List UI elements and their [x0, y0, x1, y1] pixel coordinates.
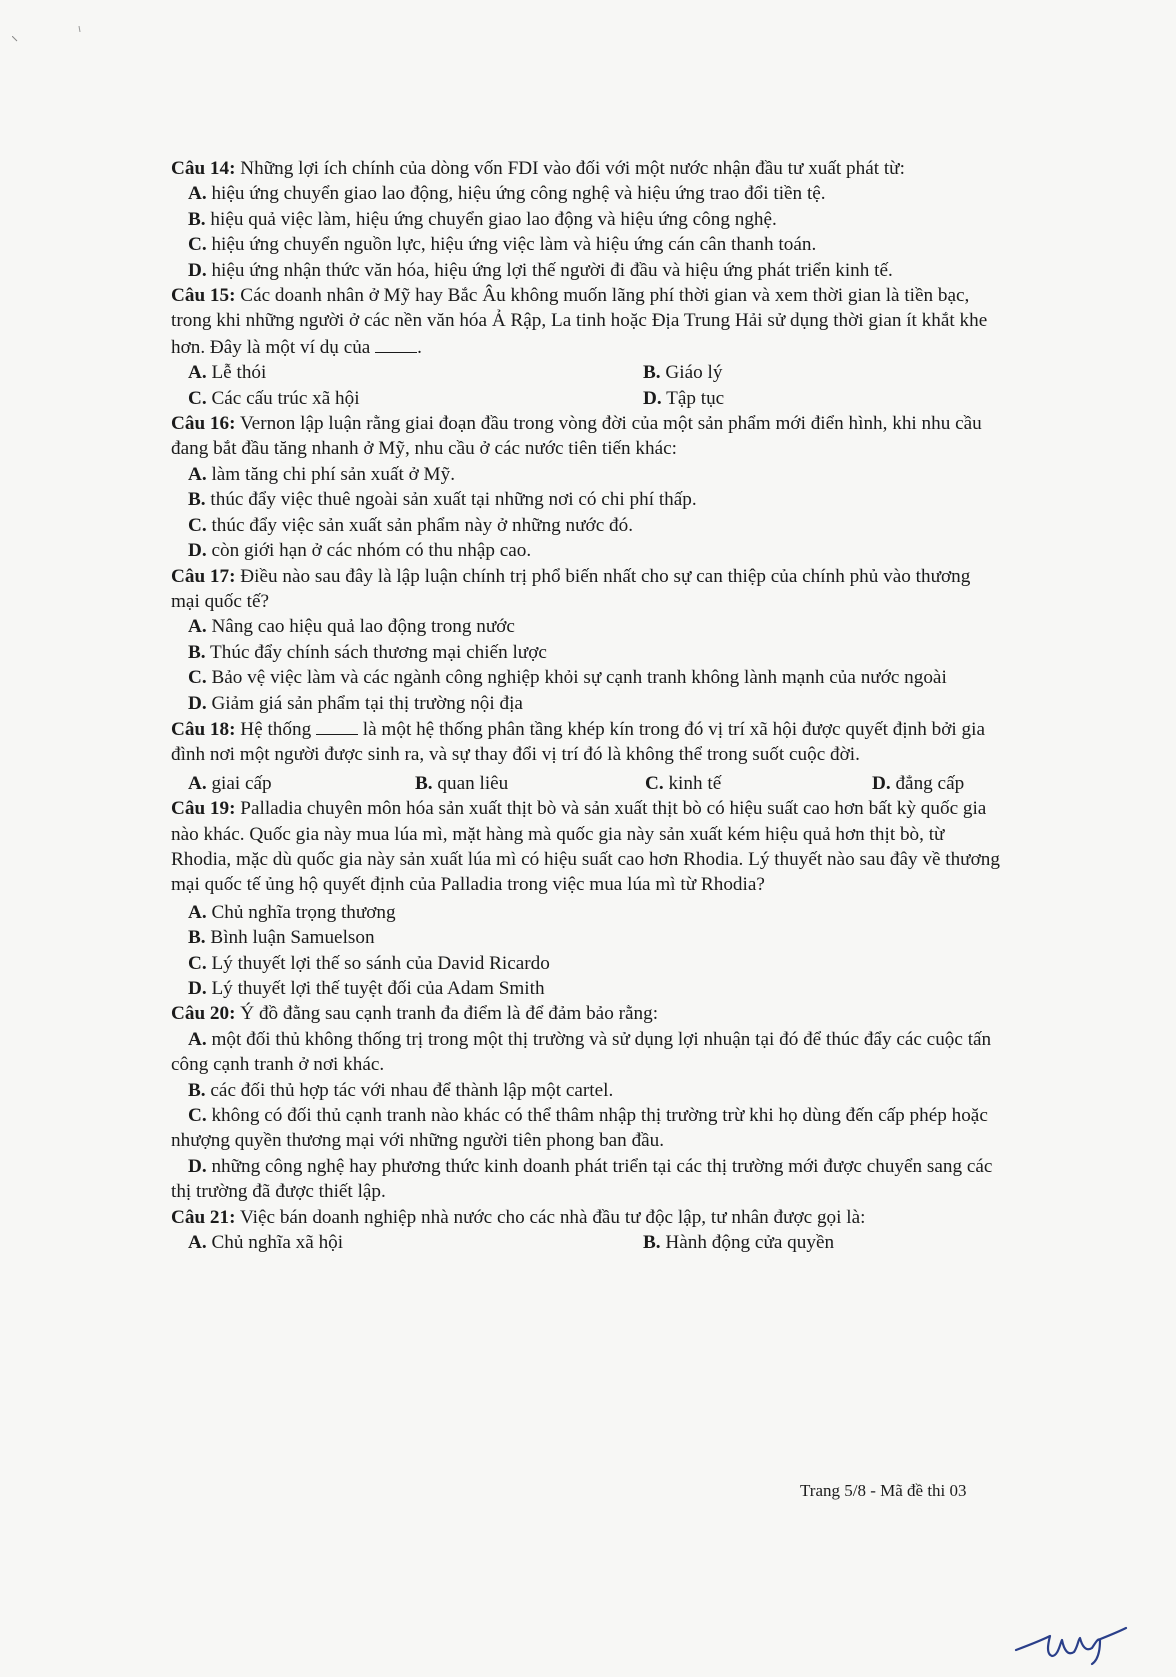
option-a: A. hiệu ứng chuyển giao lao động, hiệu ứng công nghệ và hiệu ứng trao đổi tiền tệ.: [188, 183, 826, 205]
option-b: B. thúc đẩy việc thuê ngoài sản xuất tại những nơi có chi phí thấp.: [188, 489, 697, 511]
option-c: C. Lý thuyết lợi thế so sánh của David Ricardo: [188, 952, 550, 974]
option-a: A. Lễ thói: [188, 362, 267, 384]
question-17: [171, 564, 1001, 716]
option-a: A. một đối thủ không thống trị trong một thị trường và sử dụng lợi nhuận tại đó để thúc đẩy các cuộc tấn công cạnh tranh ở nơi khác.: [171, 1028, 992, 1076]
question-19: [171, 796, 1001, 1001]
option-c: C. thúc đẩy việc sản xuất sản phẩm này ở những nước đó.: [188, 514, 633, 536]
option-d: D. đẳng cấp: [872, 772, 965, 794]
question-text: là một hệ thống phân tầng khép kín trong đó vị trí xã hội được quyết định bởi gia đình nơi một người được sinh ra, và sự thay đổi vị trí đó là không thể trong suốt cuộc đời.: [171, 718, 985, 766]
options-grid: [188, 360, 1001, 411]
question-number: Câu 14:: [171, 158, 236, 179]
question-number: Câu 21:: [171, 1206, 236, 1228]
answer-blank: [375, 334, 417, 353]
page-footer: Trang 5/8 - Mã đề thi 03: [800, 1481, 967, 1500]
question-text: Palladia chuyên môn hóa sản xuất thịt bò và sản xuất thịt bò có hiệu suất cao hơn bất kỳ quốc gia nào khác. Quốc gia này mua lúa mì, mặt hàng mà quốc gia này sản xuất kém hiệu quả hơn thịt bò, từ Rhodia, mặc dù quốc gia này sản xuất lúa mì có hiệu suất cao hơn Rhodia. Lý thuyết nào sau đây về thương mại quốc tế ủng hộ quyết định của Palladia trong việc mua lúa mì từ Rhodia?: [171, 798, 1000, 896]
option-d: D. hiệu ứng nhận thức văn hóa, hiệu ứng lợi thế người đi đầu và hiệu ứng phát triển kinh tế.: [188, 259, 893, 281]
question-number: Câu 17:: [171, 565, 236, 587]
option-c: C. Bảo vệ việc làm và các ngành công nghiệp khỏi sự cạnh tranh không lành mạnh của nước ngoài: [188, 667, 947, 689]
question-18: Câu 18: Hệ thống là một hệ thống phân tầng khép kín trong đó vị trí xã hội được quyết định bởi gia đình nơi một người được sinh ra, và sự thay đổi vị trí đó là không thể trong suốt cuộc đời. A. giai cấp B. quan liêu C. kinh tế D. đẳng cấp: [171, 716, 1001, 796]
option-b: B. quan liêu: [415, 772, 509, 794]
option-d: D. Lý thuyết lợi thế tuyệt đối của Adam Smith: [188, 978, 545, 999]
option-a: A. làm tăng chi phí sản xuất ở Mỹ.: [188, 463, 456, 485]
question-number: Câu 19:: [171, 798, 236, 820]
option-b: B. các đối thủ hợp tác với nhau để thành lập một cartel.: [188, 1079, 614, 1101]
option-b: B. Giáo lý: [643, 362, 723, 384]
question-21: [171, 1205, 1001, 1256]
option-d: D. Tập tục: [643, 387, 725, 409]
option-a: A. giai cấp: [188, 772, 272, 794]
option-c: C. không có đối thủ cạnh tranh nào khác có thể thâm nhập thị trường trừ khi họ dùng đến cấp phép hoặc nhượng quyền thương mại với những người tiên phong ban đầu.: [171, 1105, 988, 1152]
question-number: Câu 20:: [171, 1003, 236, 1025]
question-list: [171, 156, 1001, 1255]
option-a: A. Chủ nghĩa xã hội: [188, 1232, 344, 1254]
question-number: Câu 15:: [171, 285, 236, 307]
option-d: D. Giảm giá sản phẩm tại thị trường nội địa: [188, 692, 523, 714]
scan-speck: [12, 36, 18, 42]
option-a: A. Nâng cao hiệu quả lao động trong nước: [188, 616, 515, 638]
option-c: C. hiệu ứng chuyển nguồn lực, hiệu ứng việc làm và hiệu ứng cán cân thanh toán.: [188, 234, 817, 256]
question-text: Những lợi ích chính của dòng vốn FDI vào đối với một nước nhận đầu tư xuất phát từ:: [235, 158, 905, 179]
option-b: B. hiệu quả việc làm, hiệu ứng chuyển giao lao động và hiệu ứng công nghệ.: [188, 208, 777, 230]
question-text: Điều nào sau đây là lập luận chính trị phổ biến nhất cho sự can thiệp của chính phủ vào thương mại quốc tế?: [171, 565, 971, 612]
question-15: Câu 15: Các doanh nhân ở Mỹ hay Bắc Âu không muốn lãng phí thời gian và xem thời gian là tiền bạc, trong khi những người ở các nền văn hóa Ả Rập, La tinh hoặc Địa Trung Hải sử dụng thời gian ít khắt khe hơn. Đây là một ví dụ của . A. Lễ thói B. Giáo lý C. Các cấu trúc xã hội D. Tập tục: [171, 283, 1001, 411]
answer-blank: [316, 716, 358, 735]
option-c: C. Các cấu trúc xã hội: [188, 387, 360, 409]
options-grid: [188, 1230, 1001, 1255]
scan-speck: [78, 26, 82, 32]
option-d: D. còn giới hạn ở các nhóm có thu nhập cao.: [188, 540, 532, 562]
question-number: Câu 16:: [171, 413, 236, 435]
question-20: [171, 1001, 1001, 1204]
handwritten-signature: [1012, 1610, 1132, 1670]
question-text: Các doanh nhân ở Mỹ hay Bắc Âu không muốn lãng phí thời gian và xem thời gian là tiền bạc, trong khi những người ở các nền văn hóa Ả Rập, La tinh hoặc Địa Trung Hải sử dụng thời gian ít khắt khe hơn. Đây là một ví dụ của: [171, 285, 988, 358]
option-b: B. Thúc đẩy chính sách thương mại chiến lược: [188, 641, 547, 663]
question-14: [171, 156, 1001, 283]
option-d: D. những công nghệ hay phương thức kinh doanh phát triển tại các thị trường mới được chuyển sang các thị trường đã được thiết lập.: [171, 1155, 993, 1203]
option-c: C. kinh tế: [645, 772, 722, 794]
question-text: Ý đồ đằng sau cạnh tranh đa điểm là để đảm bảo rằng:: [235, 1003, 659, 1025]
option-b: B. Bình luận Samuelson: [188, 927, 375, 949]
options-grid: [188, 771, 1001, 796]
option-a: A. Chủ nghĩa trọng thương: [188, 901, 396, 923]
question-16: [171, 411, 1001, 563]
question-text: Việc bán doanh nghiệp nhà nước cho các nhà đầu tư độc lập, tư nhân được gọi là:: [235, 1206, 866, 1228]
question-text: Vernon lập luận rằng giai đoạn đầu trong vòng đời của một sản phẩm mới điển hình, khi nhu cầu đang bắt đầu tăng nhanh ở Mỹ, nhu cầu ở các nước tiên tiến khác:: [171, 413, 982, 460]
question-number: Câu 18:: [171, 718, 236, 740]
option-b: B. Hành động cửa quyền: [643, 1232, 835, 1254]
